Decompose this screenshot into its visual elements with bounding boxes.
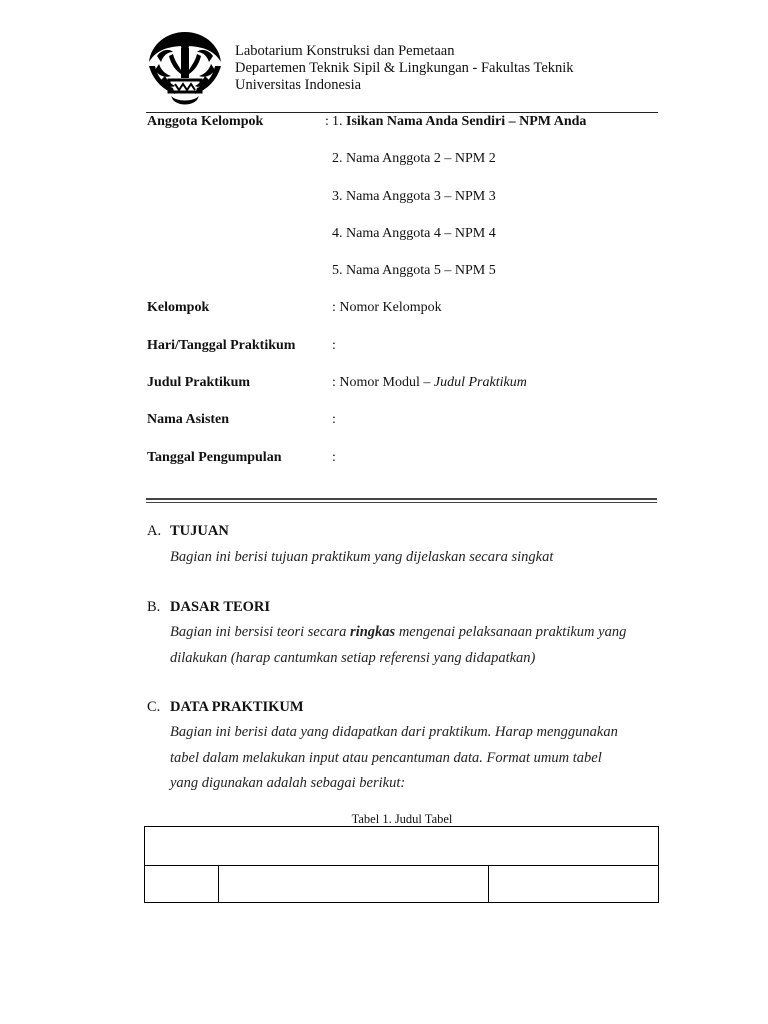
section-c-text-line-3: yang digunakan adalah sebagai berikut: xyxy=(170,775,406,791)
member-5 xyxy=(332,263,496,279)
header-line-university: Universitas Indonesia xyxy=(235,77,362,93)
section-b-letter: B. xyxy=(147,599,161,615)
kelompok-value: : Nomor Kelompok xyxy=(332,300,442,315)
section-divider-top xyxy=(146,498,657,500)
judul-label: Judul Praktikum xyxy=(147,375,251,390)
section-b-text-post: mengenai pelaksanaan praktikum yang xyxy=(395,624,627,640)
member-5-number: 5. xyxy=(332,263,346,278)
member-3-number: 3. xyxy=(332,189,346,204)
member-3 xyxy=(332,189,496,205)
table-row-divider xyxy=(145,865,658,866)
member-2-number: 2. xyxy=(332,151,346,166)
table-caption: Tabel 1. Judul Tabel xyxy=(351,812,453,826)
section-divider-bottom xyxy=(146,502,657,503)
section-c-text-line-1: Bagian ini berisi data yang didapatkan dari praktikum. Harap menggunakan xyxy=(170,724,618,740)
kelompok-label: Kelompok xyxy=(147,300,210,315)
judul-value-title: Judul Praktikum xyxy=(433,375,527,390)
section-a-letter: A. xyxy=(147,523,162,539)
anggota-colon: : xyxy=(325,114,329,129)
header-divider xyxy=(146,112,658,113)
member-1-number: 1. xyxy=(332,114,346,129)
institution-header xyxy=(235,43,574,94)
tanggal-praktikum-value: : xyxy=(332,338,336,353)
member-2-name: Nama Anggota 2 – NPM 2 xyxy=(346,151,496,166)
tanggal-praktikum-label: Hari/Tanggal Praktikum xyxy=(147,338,296,353)
pengumpulan-label: Tanggal Pengumpulan xyxy=(147,450,282,465)
section-a-heading xyxy=(147,523,229,540)
asisten-label: Nama Asisten xyxy=(147,412,230,427)
anggota-label: Anggota Kelompok xyxy=(147,114,264,129)
section-c-letter: C. xyxy=(147,699,161,715)
section-a-text: Bagian ini berisi tujuan praktikum yang dijelaskan secara singkat xyxy=(170,549,554,565)
data-table xyxy=(144,826,659,903)
section-a-title: TUJUAN xyxy=(170,523,229,539)
table-column-divider-1 xyxy=(218,865,219,903)
asisten-value: : xyxy=(332,412,336,427)
section-c-text-line-2: tabel dalam melakukan input atau pencantuman data. Format umum tabel xyxy=(170,750,602,766)
header-line-lab: Labotarium Konstruksi dan Pemetaan xyxy=(235,43,455,59)
member-2 xyxy=(332,151,496,167)
section-c-title: DATA PRAKTIKUM xyxy=(170,699,304,715)
member-3-name: Nama Anggota 3 – NPM 3 xyxy=(346,189,496,204)
judul-value-prefix: : Nomor Modul – xyxy=(332,375,434,390)
member-4-name: Nama Anggota 4 – NPM 4 xyxy=(346,226,496,241)
section-b-title: DASAR TEORI xyxy=(170,599,271,615)
section-c-heading xyxy=(147,699,304,716)
member-4 xyxy=(332,226,496,242)
pengumpulan-value: : xyxy=(332,450,336,465)
member-1 xyxy=(332,114,586,130)
member-4-number: 4. xyxy=(332,226,346,241)
table-column-divider-2 xyxy=(488,865,489,903)
judul-value xyxy=(332,375,527,391)
section-b-text-emphasis: ringkas xyxy=(350,624,396,640)
university-logo-icon xyxy=(145,26,225,106)
section-b-text-line-2: dilakukan (harap cantumkan setiap referensi yang didapatkan) xyxy=(170,650,536,666)
member-1-name: Isikan Nama Anda Sendiri – NPM Anda xyxy=(346,114,587,129)
member-5-name: Nama Anggota 5 – NPM 5 xyxy=(346,263,496,278)
section-b-text-pre: Bagian ini bersisi teori secara xyxy=(170,624,351,640)
header-line-department: Departemen Teknik Sipil & Lingkungan - Fakultas Teknik xyxy=(235,60,574,76)
section-b-heading xyxy=(147,599,270,616)
section-b-text-line-1 xyxy=(170,624,626,641)
